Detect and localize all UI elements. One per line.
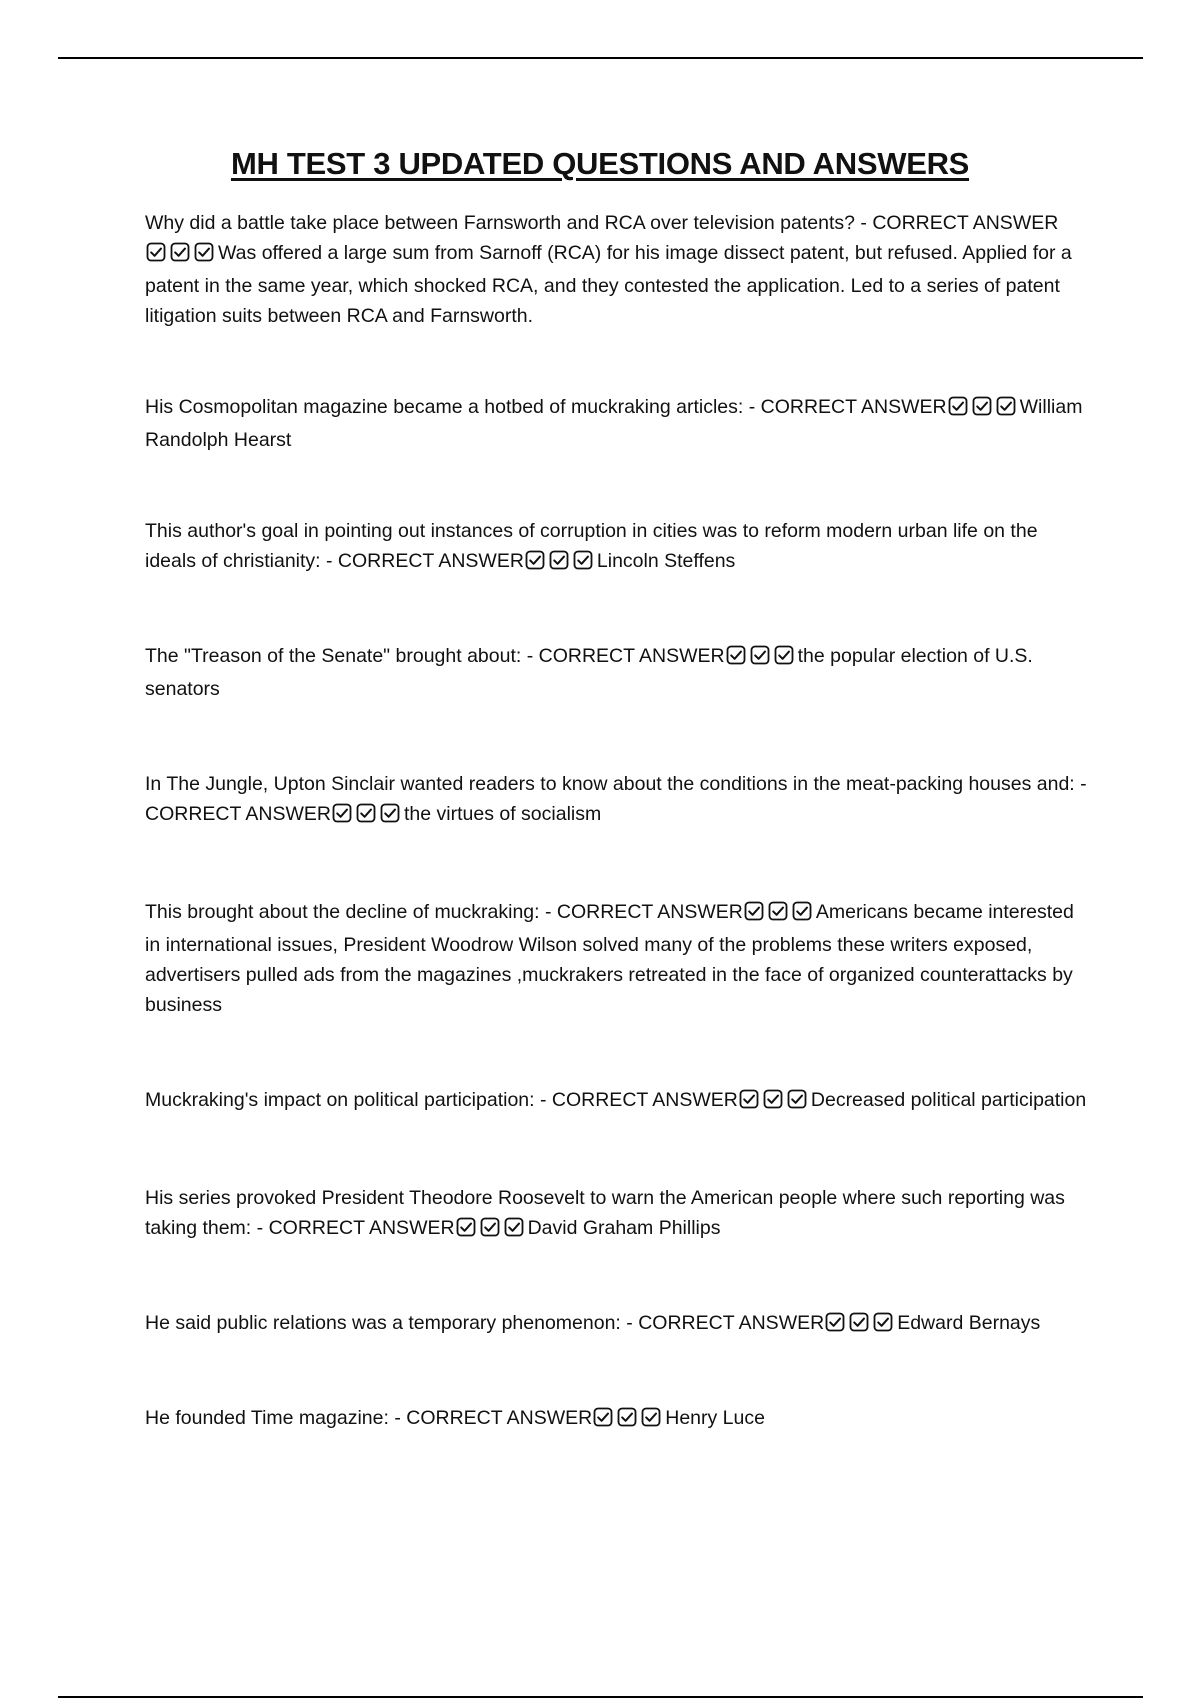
qa-item [145, 208, 1090, 331]
answer-text: David Graham Phillips [527, 1217, 721, 1239]
checkbox-checked-icon [380, 803, 400, 823]
checkbox-checked-icon [744, 901, 764, 921]
checkbox-checked-icon [504, 1217, 524, 1237]
question-text: His series provoked President Theodore Roosevelt to warn the American people where such reporting was taking them: [145, 1187, 1065, 1239]
qa-item [145, 1308, 1090, 1341]
answer-checks [744, 900, 815, 930]
checkbox-checked-icon [972, 396, 992, 416]
answer-marker: - CORRECT ANSWER [394, 1407, 593, 1429]
checkbox-checked-icon [170, 242, 190, 262]
qa-item [145, 1085, 1090, 1118]
page-title: MH TEST 3 UPDATED QUESTIONS AND ANSWERS [230, 146, 970, 181]
answer-text: the virtues of socialism [404, 803, 602, 825]
checkbox-checked-icon [996, 396, 1016, 416]
qa-item [145, 897, 1090, 1020]
answer-checks [456, 1216, 527, 1246]
question-text: This brought about the decline of muckraking: [145, 901, 540, 923]
answer-text: Decreased political participation [810, 1089, 1087, 1111]
answer-marker: - CORRECT ANSWER [326, 550, 524, 572]
answer-text: William Randolph Hearst [145, 396, 1083, 451]
checkbox-checked-icon [726, 645, 746, 665]
qa-item [145, 1403, 1090, 1436]
answer-text: Was offered a large sum from Sarnoff (RCA) for his image dissect patent, but refused. Applied for a patent in the same year, which shocked RCA, and they contested the application. Led to a series of patent litigation suits between RCA and Farnsworth. [145, 242, 1072, 327]
checkbox-checked-icon [549, 550, 569, 570]
qa-item [145, 769, 1090, 832]
checkbox-checked-icon [617, 1407, 637, 1427]
checkbox-checked-icon [948, 396, 968, 416]
answer-marker: - CORRECT ANSWER [526, 645, 725, 667]
answer-text: Lincoln Steffens [596, 550, 736, 572]
answer-checks [739, 1088, 810, 1118]
checkbox-checked-icon [194, 242, 214, 262]
answer-checks [948, 395, 1019, 425]
question-text: This author's goal in pointing out instances of corruption in cities was to reform modern urban life on the ideals of christianity: [145, 520, 1038, 572]
checkbox-checked-icon [573, 550, 593, 570]
answer-checks [525, 549, 596, 579]
answer-text: Americans became interested in international issues, President Woodrow Wilson solved many of the problems these writers exposed, advertisers pulled ads from the magazines ,muckrakers retreated in the face of organized counterattacks by business [145, 901, 1074, 1016]
checkbox-checked-icon [787, 1089, 807, 1109]
question-text: The "Treason of the Senate" brought about: [145, 645, 522, 667]
checkbox-checked-icon [792, 901, 812, 921]
checkbox-checked-icon [768, 901, 788, 921]
answer-checks [726, 644, 797, 674]
answer-marker: - CORRECT ANSWER [539, 1089, 738, 1111]
question-text: He said public relations was a temporary phenomenon: [145, 1312, 621, 1334]
answer-marker: - CORRECT ANSWER [860, 212, 1059, 234]
checkbox-checked-icon [480, 1217, 500, 1237]
answer-marker: - CORRECT ANSWER [544, 901, 743, 923]
footer-rule [58, 1696, 1143, 1698]
answer-text: the popular election of U.S. senators [145, 645, 1033, 700]
qa-item [145, 641, 1090, 704]
checkbox-checked-icon [825, 1312, 845, 1332]
answer-marker: - CORRECT ANSWER [256, 1217, 455, 1239]
question-text: In The Jungle, Upton Sinclair wanted readers to know about the conditions in the meat-packing houses and: [145, 773, 1075, 795]
checkbox-checked-icon [873, 1312, 893, 1332]
question-text: His Cosmopolitan magazine became a hotbed of muckraking articles: [145, 396, 744, 418]
question-text: He founded Time magazine: [145, 1407, 389, 1429]
qa-list [145, 208, 1090, 1436]
answer-checks [332, 802, 403, 832]
answer-checks [825, 1311, 896, 1341]
header-rule [58, 57, 1143, 59]
answer-marker: - CORRECT ANSWER [145, 773, 1087, 825]
qa-item [145, 392, 1090, 455]
checkbox-checked-icon [593, 1407, 613, 1427]
checkbox-checked-icon [525, 550, 545, 570]
question-text: Why did a battle take place between Farnsworth and RCA over television patents? [145, 212, 855, 234]
answer-marker: - CORRECT ANSWER [626, 1312, 825, 1334]
answer-text: Henry Luce [665, 1407, 765, 1429]
checkbox-checked-icon [356, 803, 376, 823]
question-text: Muckraking's impact on political participation: [145, 1089, 535, 1111]
qa-item [145, 1183, 1090, 1246]
qa-item [145, 516, 1090, 579]
answer-marker: - CORRECT ANSWER [748, 396, 947, 418]
checkbox-checked-icon [774, 645, 794, 665]
checkbox-checked-icon [750, 645, 770, 665]
answer-checks [593, 1406, 664, 1436]
answer-text: Edward Bernays [897, 1312, 1041, 1334]
answer-checks [146, 241, 217, 271]
checkbox-checked-icon [739, 1089, 759, 1109]
checkbox-checked-icon [641, 1407, 661, 1427]
checkbox-checked-icon [146, 242, 166, 262]
checkbox-checked-icon [456, 1217, 476, 1237]
checkbox-checked-icon [332, 803, 352, 823]
checkbox-checked-icon [763, 1089, 783, 1109]
checkbox-checked-icon [849, 1312, 869, 1332]
